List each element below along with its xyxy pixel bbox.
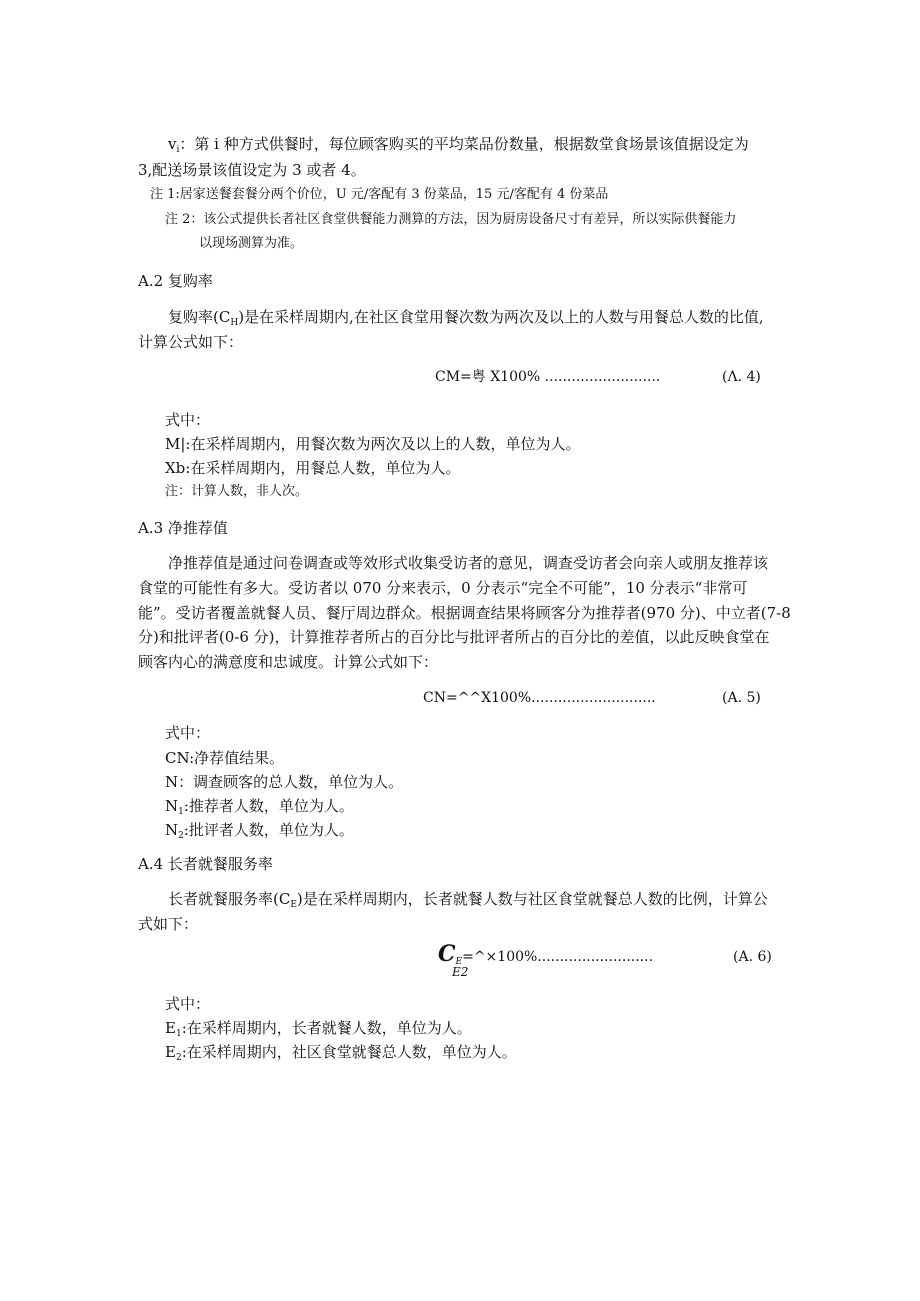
a3-def-4: $N_2$:批评者人数，单位为人。 — [165, 821, 354, 841]
a2-note: 注：计算人数，非人次。 — [165, 484, 309, 499]
a3-def-1: CN:净荐值结果。 — [165, 749, 285, 767]
note-2-line-2: 以现场测算为准。 — [199, 236, 304, 251]
a2-def-2: Xb:在采样周期内，用餐总人数，单位为人。 — [165, 459, 461, 477]
a4-formula-c: C — [438, 941, 456, 967]
a4-def-2: $E_2$:在采样周期内，社区食堂就餐总人数，单位为人。 — [165, 1043, 517, 1063]
a3-formula-number: (A. 5) — [722, 690, 761, 706]
a3-para-line-4: 分)和批评者(0-6 分)，计算推荐者所占的百分比与批评者所占的百分比的差值，以此反映食堂在 — [138, 628, 770, 646]
a4-formula-number: (A. 6) — [733, 949, 772, 965]
heading-a2: A.2 复购率 — [138, 272, 213, 290]
a4-formula-denominator: E2 — [452, 965, 469, 979]
a2-formula-number: (Λ. 4) — [722, 369, 761, 385]
a4-para-line-2: 式如下： — [138, 915, 199, 933]
a3-para-line-3: 能”。受访者覆盖就餐人员、餐厅周边群众。根据调查结果将顾客分为推荐者(970 分)、中立者(7-8 — [138, 604, 791, 622]
heading-a4: A.4 长者就餐服务率 — [138, 855, 273, 873]
a3-para-line-5: 顾客内心的满意度和忠诚度。计算公式如下： — [138, 653, 439, 671]
a3-def-3: $N_1$:推荐者人数，单位为人。 — [165, 797, 354, 817]
heading-a3: A.3 净推荐值 — [138, 519, 228, 537]
a2-para-line-1: 复购率$(C_H)$是在采样周期内,在社区食堂用餐次数为两次及以上的人数与用餐总人数的比值, — [168, 308, 764, 328]
a4-def-1: $E_1$:在采样周期内，长者就餐人数，单位为人。 — [165, 1019, 472, 1039]
note-2-line-1: 注 2：该公式提供长者社区食堂供餐能力测算的方法，因为厨房设备尺寸有差异，所以实际供餐能力 — [165, 212, 737, 227]
a4-formula: $C_E=\^{}\times 100\%$.......................... — [438, 941, 654, 967]
intro-line-2: 3,配送场景该值设定为 3 或者 4。 — [138, 161, 366, 179]
a2-formula: CM=粤 X100% .......................... — [435, 369, 661, 385]
a2-where: 式中： — [165, 411, 211, 429]
note-1: 注 1:居家送餐套餐分两个价位，U 元/客配有 3 份菜品，15 元/客配有 4 份菜品 — [150, 187, 609, 202]
a3-formula: CN=^^X100%............................ — [423, 690, 656, 706]
a4-para-line-1: 长者就餐服务率$(C_E)$是在采样周期内，长者就餐人数与社区食堂就餐总人数的比例，计算公 — [168, 890, 768, 910]
a3-def-2: N：调查顾客的总人数，单位为人。 — [165, 773, 404, 791]
a2-para-line-2: 计算公式如下： — [138, 333, 244, 351]
a3-para-line-1: 净推荐值是通过问卷调查或等效形式收集受访者的意见，调查受访者会向亲人或朋友推荐该 — [168, 554, 769, 572]
a4-where: 式中： — [165, 995, 211, 1013]
a3-para-line-2: 食堂的可能性有多大。受访者以 070 分来表示，0 分表示“完全不可能”，10 分表示“非常可 — [138, 579, 748, 597]
a2-def-1: M|:在采样周期内，用餐次数为两次及以上的人数，单位为人。 — [165, 435, 581, 453]
a3-where: 式中： — [165, 724, 211, 742]
intro-line-1: $v_i$：第 i 种方式供餐时，每位顾客购买的平均菜品份数量，根据数堂食场景该值据设定为 — [168, 135, 749, 155]
